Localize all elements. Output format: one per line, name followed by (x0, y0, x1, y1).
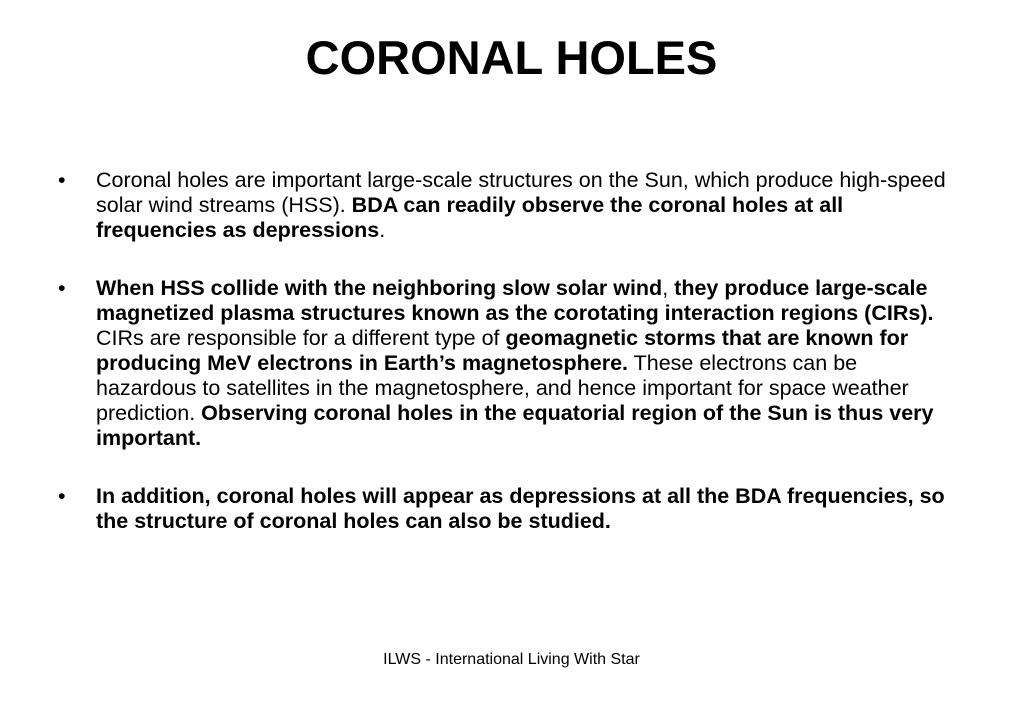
bullet-text-segment: These electrons can be hazardous to satellites in the magnetosphere, and hence important for space weather prediction. (96, 351, 909, 425)
bullet-text-segment: In addition, coronal holes will appear as depressions at all the BDA frequencies, so the structure of coronal holes can also be studied. (96, 484, 945, 533)
bullet-text-segment: geomagnetic storms that are known for producing MeV electrons in Earth’s magnetosphere. (96, 326, 909, 375)
bullet-text-segment: they produce large-scale magnetized plasma structures known as the corotating interaction regions (CIRs). (96, 276, 934, 325)
bullet-text-segment: Coronal holes are important large-scale structures on the Sun, which produce high-speed solar wind streams (HSS). (96, 168, 946, 217)
bullet-icon: • (58, 276, 66, 300)
bullet-text-segment: , (662, 276, 675, 300)
bullet-icon: • (58, 484, 66, 508)
bullet-item-coronal-holes-intro (58, 168, 963, 243)
bullet-text-segment: When HSS collide with the neighboring slow solar wind (96, 276, 663, 300)
bullet-list (58, 168, 963, 534)
bullet-text-segment: BDA can readily observe the coronal holes at all frequencies as depressions (96, 193, 844, 242)
bullet-item-hss-cirs (58, 276, 963, 451)
bullet-item-bda-depressions (58, 484, 963, 534)
slide-title: CORONAL HOLES (305, 31, 718, 84)
bullet-icon: • (58, 168, 66, 192)
bullet-text-segment: CIRs are responsible for a different type of (96, 326, 506, 350)
bullet-text-segment: . (379, 218, 386, 242)
bullet-text-segment: Observing coronal holes in the equatorial region of the Sun is thus very important. (96, 401, 934, 450)
slide-footer: ILWS - International Living With Star (383, 651, 640, 668)
